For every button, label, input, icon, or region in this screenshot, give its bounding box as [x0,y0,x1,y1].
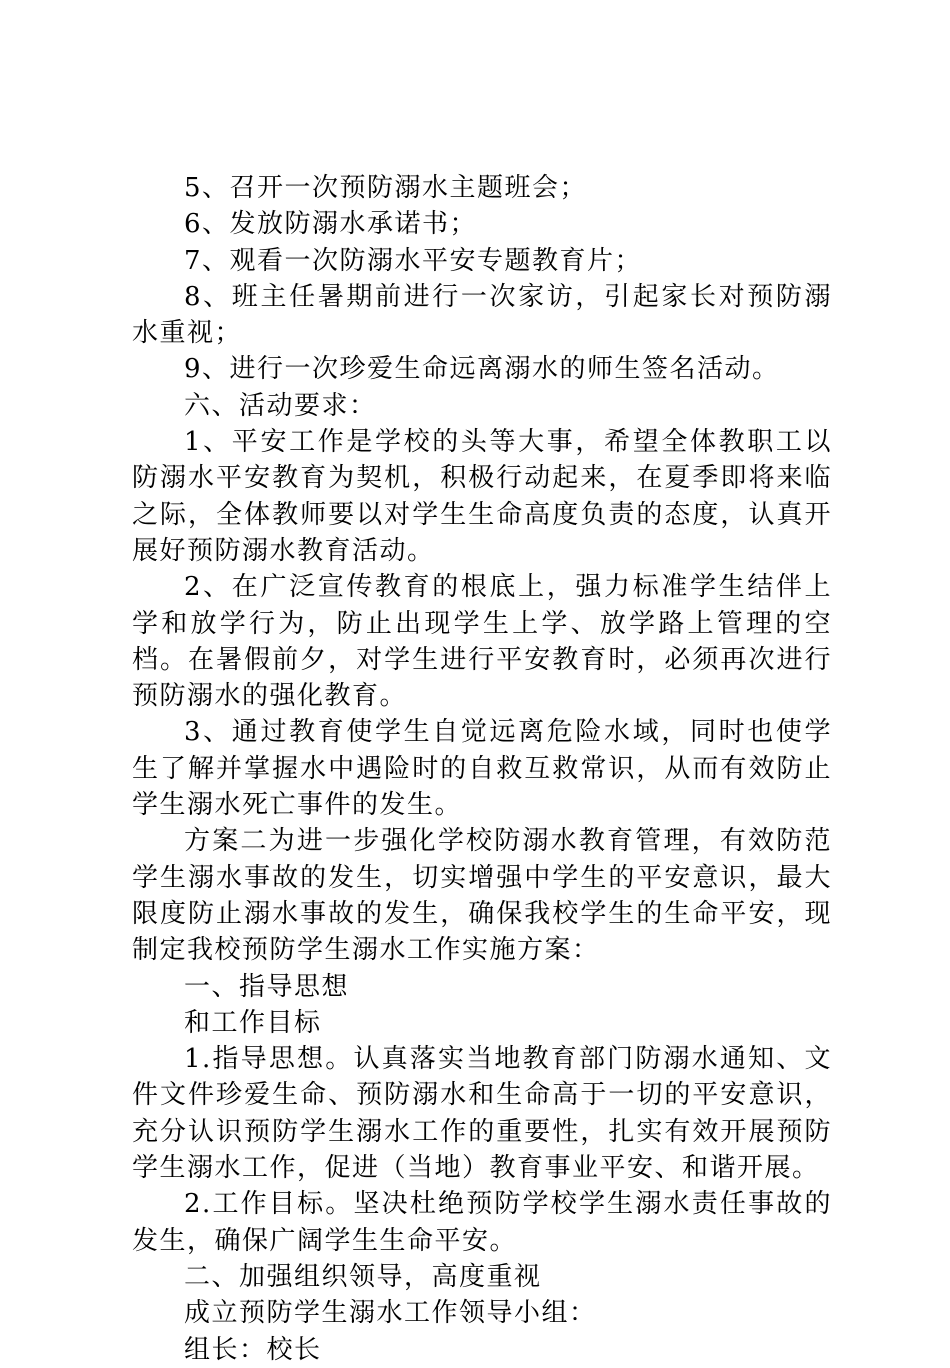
paragraph: 2.工作目标。坚决杜绝预防学校学生溺水责任事故的发生，确保广阔学生生命平安。 [132,1189,832,1256]
paragraph: 1.指导思想。认真落实当地教育部门防溺水通知、文件文件珍爱生命、预防溺水和生命高于一切的平安意识，充分认识预防学生溺水工作的重要性，扎实有效开展预防学生溺水工作，促进（当地）教育事业平安、和谐开展。 [132,1044,832,1184]
paragraph: 2、在广泛宣传教育的根底上，强力标准学生结伴上学和放学行为，防止出现学生上学、放学路上管理的空档。在暑假前夕，对学生进行平安教育时，必须再次进行预防溺水的强化教育。 [132,572,832,712]
paragraph: 1、平安工作是学校的头等大事，希望全体教职工以防溺水平安教育为契机，积极行动起来，在夏季即将来临之际，全体教师要以对学生生命高度负责的态度，认真开展好预防溺水教育活动。 [132,427,832,566]
paragraph: 9、进行一次珍爱生命远离溺水的师生签名活动。 [184,354,780,385]
section-heading: 二、加强组织领导，高度重视 [184,1261,542,1292]
paragraph: 组长：校长 [184,1334,322,1365]
paragraph: 6、发放防溺水承诺书； [184,209,478,240]
paragraph: 方案二为进一步强化学校防溺水教育管理，有效防范学生溺水事故的发生，切实增强中学生的平安意识，最大限度防止溺水事故的发生，确保我校学生的生命平安，现制定我校预防学生溺水工作实施方案： [132,826,832,966]
section-heading: 和工作目标 [184,1007,322,1038]
paragraph: 7、观看一次防溺水平安专题教育片； [184,245,643,276]
document-body [132,170,832,1368]
section-heading: 六、活动要求： [184,390,377,421]
paragraph: 3、通过教育使学生自觉远离危险水域，同时也使学生了解并掌握水中遇险时的自救互救常识，从而有效防止学生溺水死亡事件的发生。 [132,717,832,821]
paragraph: 8、班主任暑期前进行一次家访，引起家长对预防溺水重视； [132,281,832,349]
paragraph: 5、召开一次预防溺水主题班会； [184,173,588,203]
paragraph: 成立预防学生溺水工作领导小组： [184,1298,597,1329]
section-heading: 一、指导思想 [184,971,350,1002]
